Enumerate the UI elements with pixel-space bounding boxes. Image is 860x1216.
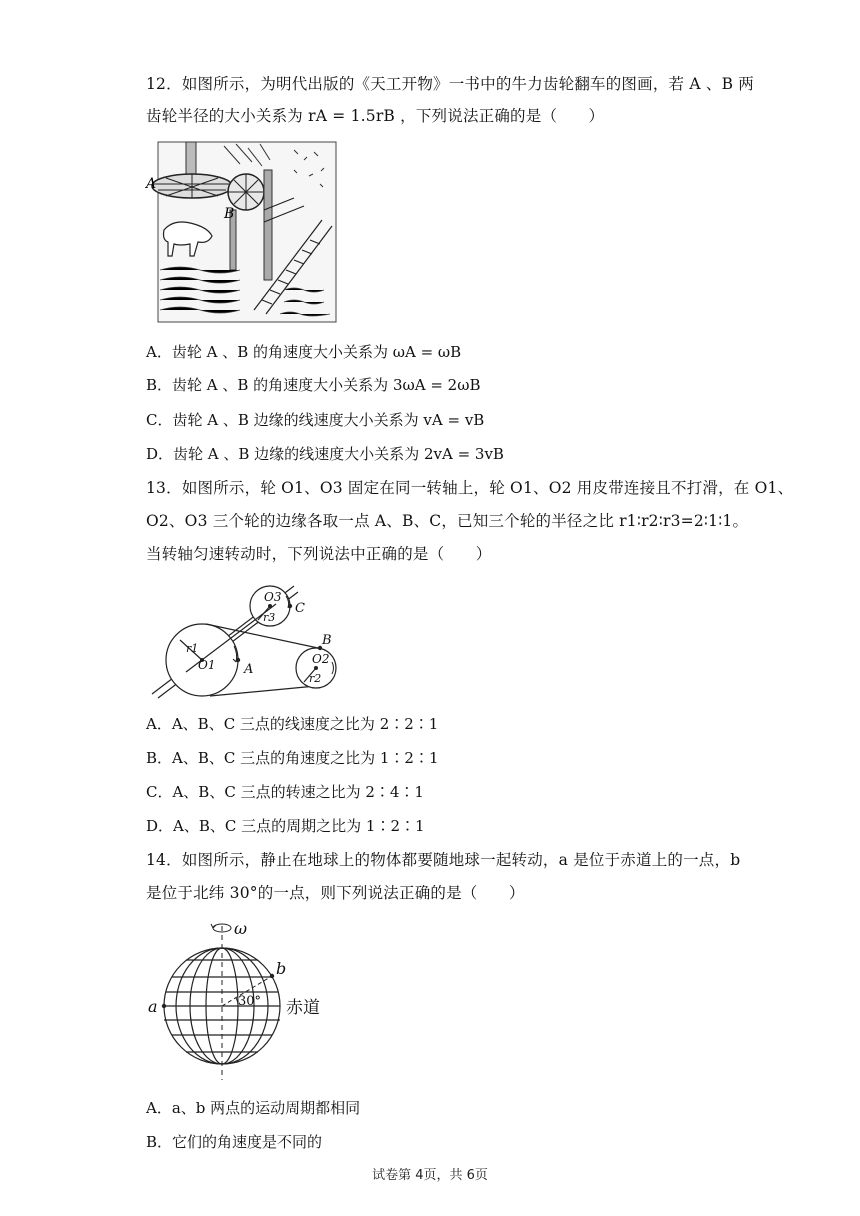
q13-label-o3: O3	[264, 590, 282, 604]
q13-center-o2	[314, 666, 318, 670]
q13-pulley-figure	[146, 576, 356, 700]
q12-option-b[interactable]: B．齿轮 A 、B 的角速度大小关系为 3ωA = 2ωB	[146, 376, 481, 394]
q13-option-a[interactable]: A．A、B、C 三点的线速度之比为 2∶2∶1	[146, 715, 439, 733]
q14-stem-line1: 14．如图所示，静止在地球上的物体都要随地球一起转动，a 是位于赤道上的一点，b	[146, 851, 741, 869]
q14-label-b: b	[276, 959, 287, 978]
q12-option-d[interactable]: D．齿轮 A 、B 边缘的线速度大小关系为 2vA = 3vB	[146, 445, 504, 463]
q12-option-c[interactable]: C．齿轮 A 、B 边缘的线速度大小关系为 vA = vB	[146, 411, 485, 429]
q13-stem-line2: O2、O3 三个轮的边缘各取一点 A、B、C，已知三个轮的半径之比 r1∶r2∶r3=2∶1∶1。	[146, 512, 749, 530]
q14-label-omega: ω	[234, 919, 248, 938]
q14-option-b[interactable]: B．它们的角速度是不同的	[146, 1133, 323, 1151]
q14-label-a: a	[148, 997, 158, 1016]
q13-label-c: C	[295, 601, 305, 616]
q13-label-r2: r2	[309, 672, 322, 685]
page-footer: 试卷第 4页，共 6页	[372, 1168, 488, 1183]
q13-option-c[interactable]: C．A、B、C 三点的转速之比为 2∶4∶1	[146, 783, 424, 801]
q13-option-d[interactable]: D．A、B、C 三点的周期之比为 1∶2∶1	[146, 817, 425, 835]
q12-label-a: A	[146, 176, 157, 192]
q14-stem-line2: 是位于北纬 30°的一点，则下列说法正确的是（ ）	[146, 884, 525, 902]
q13-stem-line1: 13．如图所示，轮 O1、O3 固定在同一转轴上，轮 O1、O2 用皮带连接且不打滑，在 O1、	[146, 479, 794, 497]
q13-stem-line3: 当转轴匀速转动时，下列说法中正确的是（ ）	[146, 545, 492, 563]
q14-point-a	[162, 1004, 166, 1008]
q12-stem-line2: 齿轮半径的大小关系为 rA = 1.5rB ，下列说法正确的是（ ）	[146, 107, 605, 125]
q13-label-o2: O2	[312, 652, 330, 666]
q13-center-o3	[268, 604, 272, 608]
q14-label-equator: 赤道	[286, 998, 320, 1018]
q13-label-o1: O1	[198, 658, 216, 672]
q12-label-b: B	[224, 206, 235, 222]
q12-stem-line1: 12．如图所示，为明代出版的《天工开物》一书中的牛力齿轮翻车的图画，若 A 、B 两	[146, 75, 754, 93]
q12-engraving-figure	[144, 140, 340, 326]
q12-option-a[interactable]: A．齿轮 A 、B 的角速度大小关系为 ωA = ωB	[146, 343, 462, 361]
q13-label-a: A	[244, 662, 254, 677]
q14-label-angle: 30°	[238, 994, 262, 1009]
q13-option-b[interactable]: B．A、B、C 三点的角速度之比为 1∶2∶1	[146, 749, 439, 767]
q14-option-a[interactable]: A．a、b 两点的运动周期都相同	[146, 1099, 361, 1117]
q13-label-r3: r3	[263, 611, 276, 624]
q14-point-b	[270, 974, 274, 978]
q13-label-r1: r1	[186, 642, 199, 655]
q13-label-b: B	[322, 633, 332, 648]
q14-globe-figure	[140, 914, 340, 1082]
